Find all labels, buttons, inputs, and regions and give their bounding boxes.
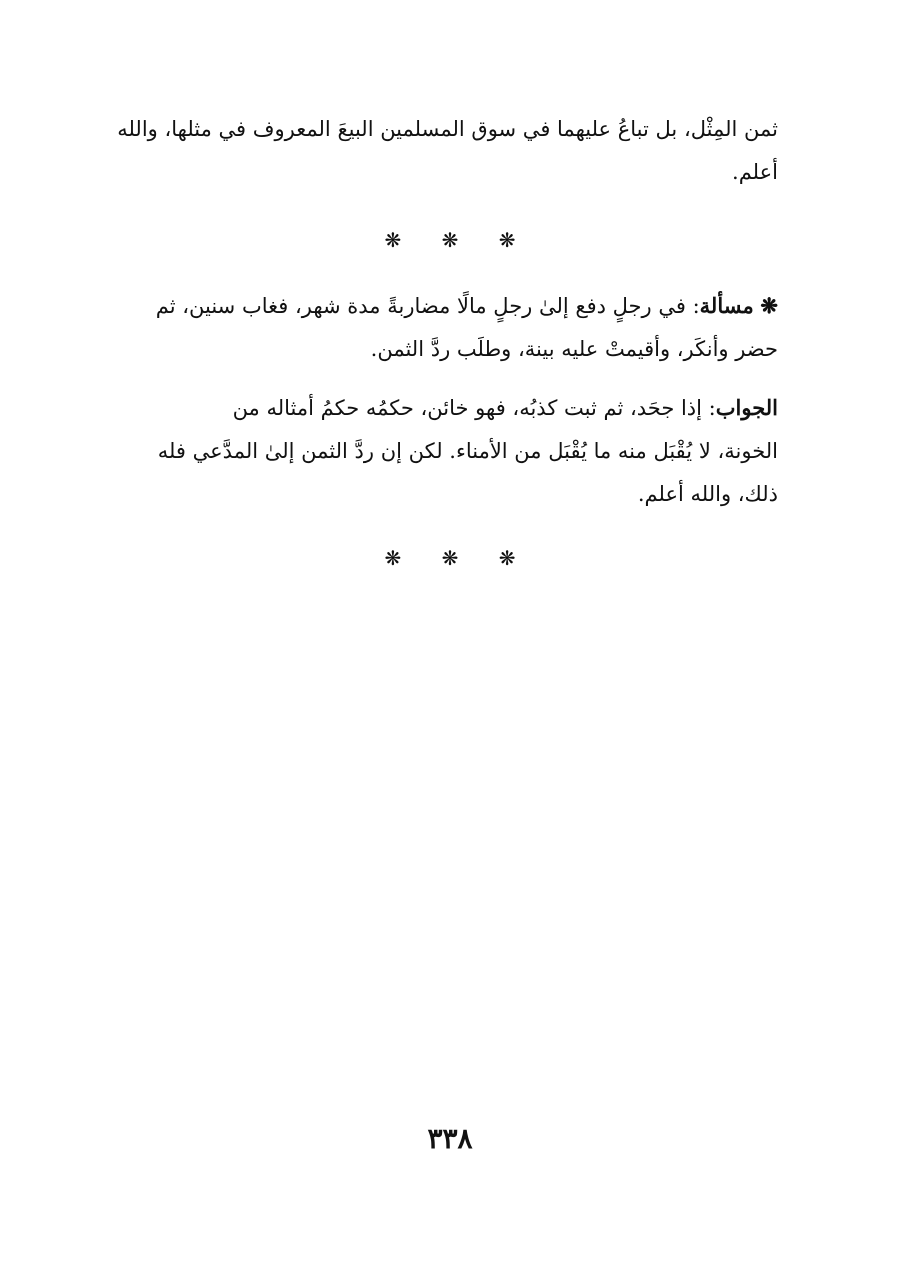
section-separator xyxy=(0,228,900,252)
asterism-icon: ❋ xyxy=(760,293,778,318)
answer-label: الجواب xyxy=(715,395,778,420)
asterism-icon: ❋ xyxy=(384,228,402,252)
colon: : xyxy=(692,294,700,318)
asterism-icon: ❋ xyxy=(441,228,459,252)
question-label: مسألة xyxy=(699,293,754,318)
colon: : xyxy=(708,396,716,420)
answer-line xyxy=(112,386,778,430)
paragraph-line: ثمن المِثْل، بل تباعُ عليهما في سوق المسلمين البيعَ المعروف في مثلها، والله xyxy=(117,117,778,141)
answer-paragraph xyxy=(112,386,778,516)
question-paragraph xyxy=(112,284,778,371)
question-line: حضر وأنكَر، وأقيمتْ عليه بينة، وطلَب ردَّ الثمن. xyxy=(370,337,778,361)
asterism-icon: ❋ xyxy=(498,546,516,570)
asterism-icon: ❋ xyxy=(441,546,459,570)
asterism-icon: ❋ xyxy=(384,546,402,570)
question-line xyxy=(112,284,778,328)
section-separator xyxy=(0,546,900,570)
paragraph-line: أعلم. xyxy=(732,160,778,184)
answer-text: إذا جحَد، ثم ثبت كذبُه، فهو خائن، حكمُه حكمُ أمثاله من xyxy=(232,396,709,420)
answer-line: ذلك، والله أعلم. xyxy=(637,482,778,506)
answer-line: الخونة، لا يُقْبَل منه ما يُقْبَل من الأمناء. لكن إن ردَّ الثمن إلىٰ المدَّعي فله xyxy=(157,439,778,463)
question-text: في رجلٍ دفع إلىٰ رجلٍ مالًا مضاربةً مدة شهر، فغاب سنين، ثم xyxy=(155,294,693,318)
page-number: ٣٣٨ xyxy=(427,1122,473,1155)
asterism-icon: ❋ xyxy=(498,228,516,252)
paragraph-continuation xyxy=(112,108,778,194)
